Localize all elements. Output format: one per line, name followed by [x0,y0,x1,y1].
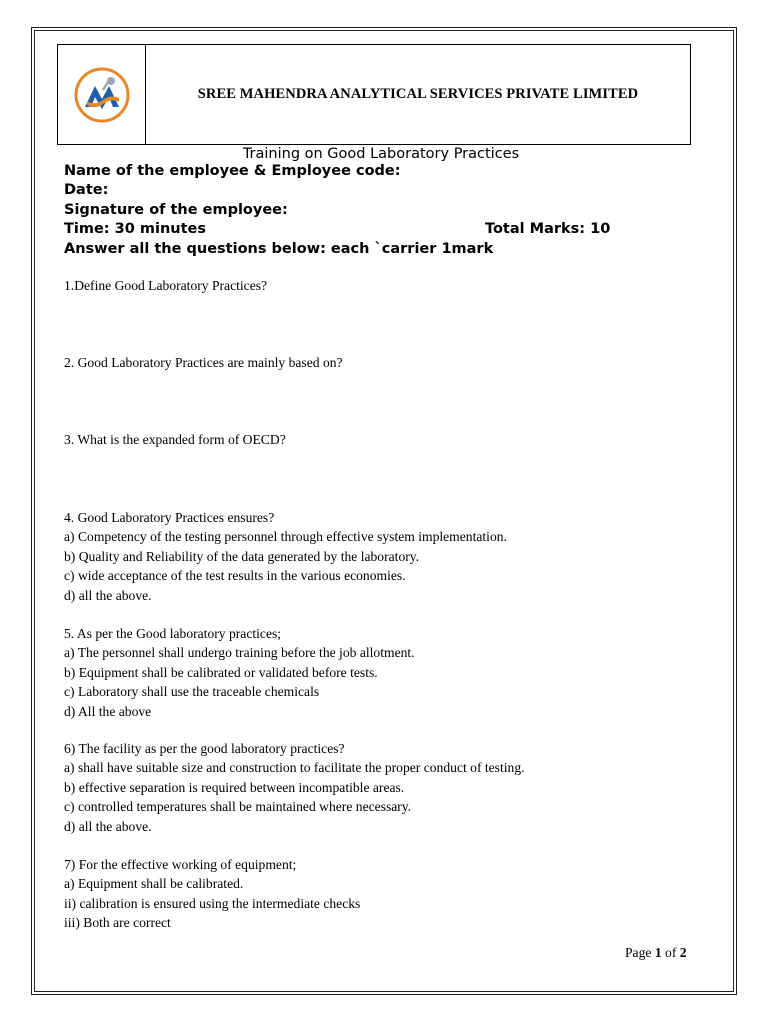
answer-option: a) Competency of the testing personnel through effective system implementation. [64,529,507,545]
answer-option: c) wide acceptance of the test results in the various economies. [64,568,406,584]
logo-cell [58,45,146,144]
answer-option: a) The personnel shall undergo training before the job allotment. [64,645,415,661]
question-5 [64,624,415,721]
answer-option: c) controlled temperatures shall be maintained where necessary. [64,799,412,815]
answer-option: b) Equipment shall be calibrated or validated before tests. [64,664,378,680]
page-current: 1 [654,945,662,960]
letterhead [57,44,691,145]
answer-option: d) All the above [64,703,152,719]
answer-option: d) all the above. [64,818,152,834]
time-line: Time: 30 minutes [64,221,206,237]
answer-option: ii) calibration is ensured using the intermediate checks [64,895,361,911]
question-4 [64,508,507,605]
answer-option: a) Equipment shall be calibrated. [64,876,244,892]
date-line: Date: [64,182,109,198]
question-text: 5. As per the Good laboratory practices; [64,626,282,641]
signature-line: Signature of the employee: [64,202,288,218]
question-text: 4. Good Laboratory Practices ensures? [64,510,275,525]
question-6 [64,739,525,836]
question-text: 3. What is the expanded form of OECD? [64,432,286,447]
question-2 [64,353,343,372]
company-name: SREE MAHENDRA ANALYTICAL SERVICES PRIVATE LIMITED [197,86,639,102]
document-title: Training on Good Laboratory Practices [242,146,520,162]
employee-name-line: Name of the employee & Employee code: [64,163,401,179]
company-logo-icon [73,66,131,124]
question-7 [64,855,360,933]
page-word: Page [625,945,652,960]
question-text: 2. Good Laboratory Practices are mainly based on? [64,355,343,370]
question-text: 1.Define Good Laboratory Practices? [64,278,268,293]
question-text: 7) For the effective working of equipment; [64,857,297,872]
answer-option: d) all the above. [64,587,152,603]
answer-option: iii) Both are correct [64,915,171,931]
page-number [625,945,687,961]
answer-option: c) Laboratory shall use the traceable chemicals [64,684,320,700]
of-word: of [665,945,677,960]
question-1 [64,276,267,295]
answer-option: a) shall have suitable size and construction to facilitate the proper conduct of testing. [64,760,525,776]
answer-option: b) effective separation is required between incompatible areas. [64,779,405,795]
total-marks: Total Marks: 10 [485,221,611,237]
page-total: 2 [679,945,687,960]
question-3 [64,430,286,449]
question-text: 6) The facility as per the good laboratory practices? [64,741,345,756]
answer-option: b) Quality and Reliability of the data generated by the laboratory. [64,548,420,564]
instruction-line: Answer all the questions below: each `carrier 1mark [64,241,494,257]
